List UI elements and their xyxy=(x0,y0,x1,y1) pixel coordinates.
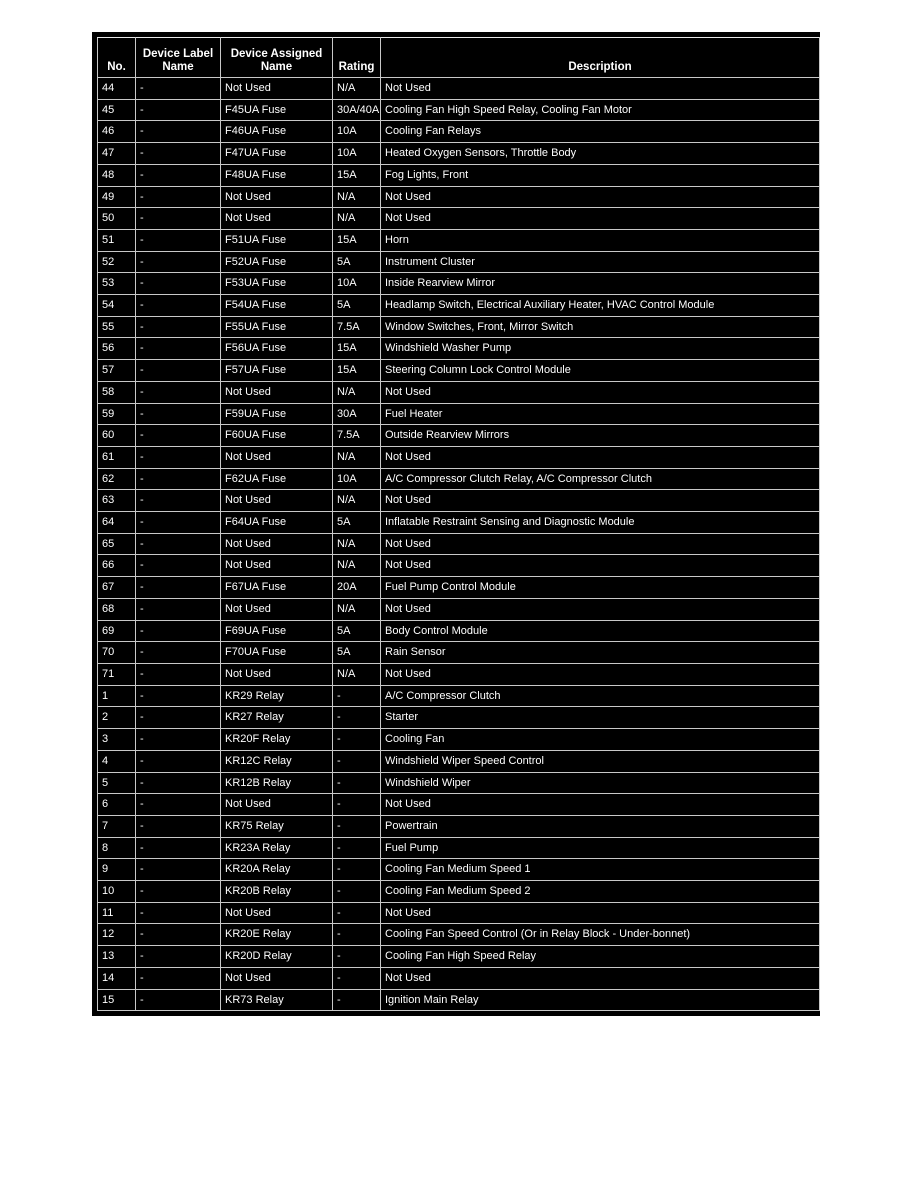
table-row xyxy=(98,555,820,577)
cell-no: 9 xyxy=(98,859,136,881)
cell-no: 50 xyxy=(98,208,136,230)
cell-no: 61 xyxy=(98,446,136,468)
column-header-device-label-name-line2: Name xyxy=(162,61,194,73)
cell-desc: Outside Rearview Mirrors xyxy=(381,425,820,447)
cell-rating: - xyxy=(333,946,381,968)
cell-assign: KR12C Relay xyxy=(221,750,333,772)
table-row xyxy=(98,902,820,924)
cell-no: 67 xyxy=(98,577,136,599)
cell-label: - xyxy=(136,859,221,881)
column-header-device-assigned-name-line1: Device Assigned xyxy=(230,48,323,60)
cell-no: 59 xyxy=(98,403,136,425)
cell-no: 7 xyxy=(98,815,136,837)
column-header-no-line1: No. xyxy=(107,61,126,73)
cell-no: 63 xyxy=(98,490,136,512)
cell-label: - xyxy=(136,750,221,772)
table-header-row xyxy=(98,38,820,78)
table-row xyxy=(98,924,820,946)
table-row xyxy=(98,468,820,490)
cell-no: 56 xyxy=(98,338,136,360)
cell-desc: Fuel Pump Control Module xyxy=(381,577,820,599)
table-row xyxy=(98,121,820,143)
cell-label: - xyxy=(136,924,221,946)
table-row xyxy=(98,577,820,599)
cell-assign: KR20D Relay xyxy=(221,946,333,968)
table-row xyxy=(98,967,820,989)
cell-rating: 30A xyxy=(333,403,381,425)
cell-no: 3 xyxy=(98,729,136,751)
cell-label: - xyxy=(136,381,221,403)
cell-assign: F56UA Fuse xyxy=(221,338,333,360)
cell-desc: Windshield Wiper Speed Control xyxy=(381,750,820,772)
cell-assign: F45UA Fuse xyxy=(221,99,333,121)
cell-no: 48 xyxy=(98,164,136,186)
cell-label: - xyxy=(136,338,221,360)
cell-assign: Not Used xyxy=(221,208,333,230)
cell-label: - xyxy=(136,143,221,165)
table-row xyxy=(98,946,820,968)
cell-label: - xyxy=(136,446,221,468)
cell-no: 5 xyxy=(98,772,136,794)
cell-rating: N/A xyxy=(333,663,381,685)
cell-no: 1 xyxy=(98,685,136,707)
cell-rating: N/A xyxy=(333,598,381,620)
cell-assign: F52UA Fuse xyxy=(221,251,333,273)
cell-label: - xyxy=(136,663,221,685)
cell-rating: 10A xyxy=(333,121,381,143)
cell-label: - xyxy=(136,967,221,989)
cell-no: 11 xyxy=(98,902,136,924)
cell-label: - xyxy=(136,946,221,968)
cell-rating: - xyxy=(333,685,381,707)
cell-rating: 5A xyxy=(333,642,381,664)
cell-assign: Not Used xyxy=(221,490,333,512)
cell-no: 45 xyxy=(98,99,136,121)
table-row xyxy=(98,750,820,772)
cell-assign: Not Used xyxy=(221,902,333,924)
cell-no: 69 xyxy=(98,620,136,642)
cell-label: - xyxy=(136,685,221,707)
cell-rating: - xyxy=(333,837,381,859)
cell-rating: - xyxy=(333,859,381,881)
cell-desc: Fuel Heater xyxy=(381,403,820,425)
cell-rating: - xyxy=(333,815,381,837)
table-row xyxy=(98,642,820,664)
table-row xyxy=(98,989,820,1011)
cell-no: 8 xyxy=(98,837,136,859)
cell-label: - xyxy=(136,577,221,599)
cell-assign: KR12B Relay xyxy=(221,772,333,794)
cell-assign: F59UA Fuse xyxy=(221,403,333,425)
cell-rating: - xyxy=(333,729,381,751)
cell-no: 52 xyxy=(98,251,136,273)
cell-no: 70 xyxy=(98,642,136,664)
column-header-description-line1: Description xyxy=(568,61,632,73)
table-row xyxy=(98,208,820,230)
cell-assign: KR20A Relay xyxy=(221,859,333,881)
cell-label: - xyxy=(136,251,221,273)
cell-desc: Ignition Main Relay xyxy=(381,989,820,1011)
cell-label: - xyxy=(136,512,221,534)
cell-label: - xyxy=(136,186,221,208)
cell-label: - xyxy=(136,881,221,903)
cell-desc: Not Used xyxy=(381,794,820,816)
cell-desc: Not Used xyxy=(381,186,820,208)
cell-assign: Not Used xyxy=(221,381,333,403)
cell-no: 47 xyxy=(98,143,136,165)
table-header xyxy=(98,38,820,78)
cell-desc: Not Used xyxy=(381,381,820,403)
cell-rating: 15A xyxy=(333,338,381,360)
cell-no: 57 xyxy=(98,360,136,382)
cell-assign: F64UA Fuse xyxy=(221,512,333,534)
cell-rating: 5A xyxy=(333,512,381,534)
table-row xyxy=(98,620,820,642)
table-row xyxy=(98,99,820,121)
cell-no: 44 xyxy=(98,78,136,100)
table-row xyxy=(98,685,820,707)
cell-label: - xyxy=(136,295,221,317)
cell-rating: 5A xyxy=(333,295,381,317)
cell-rating: N/A xyxy=(333,381,381,403)
cell-desc: Windshield Washer Pump xyxy=(381,338,820,360)
cell-assign: KR20F Relay xyxy=(221,729,333,751)
cell-desc: Cooling Fan Speed Control (Or in Relay Block - Under-bonnet) xyxy=(381,924,820,946)
cell-desc: Rain Sensor xyxy=(381,642,820,664)
cell-assign: Not Used xyxy=(221,794,333,816)
cell-rating: 7.5A xyxy=(333,316,381,338)
cell-rating: - xyxy=(333,924,381,946)
cell-assign: KR20B Relay xyxy=(221,881,333,903)
cell-no: 68 xyxy=(98,598,136,620)
cell-assign: F69UA Fuse xyxy=(221,620,333,642)
cell-rating: - xyxy=(333,989,381,1011)
cell-assign: F67UA Fuse xyxy=(221,577,333,599)
table-row xyxy=(98,273,820,295)
cell-label: - xyxy=(136,815,221,837)
cell-desc: Fog Lights, Front xyxy=(381,164,820,186)
cell-no: 65 xyxy=(98,533,136,555)
cell-no: 60 xyxy=(98,425,136,447)
column-header-rating xyxy=(333,38,381,78)
cell-desc: Heated Oxygen Sensors, Throttle Body xyxy=(381,143,820,165)
cell-rating: - xyxy=(333,794,381,816)
cell-assign: KR27 Relay xyxy=(221,707,333,729)
cell-assign: KR29 Relay xyxy=(221,685,333,707)
cell-assign: F53UA Fuse xyxy=(221,273,333,295)
cell-assign: Not Used xyxy=(221,78,333,100)
cell-assign: KR20E Relay xyxy=(221,924,333,946)
cell-rating: N/A xyxy=(333,208,381,230)
cell-assign: Not Used xyxy=(221,533,333,555)
cell-rating: N/A xyxy=(333,446,381,468)
cell-no: 58 xyxy=(98,381,136,403)
cell-label: - xyxy=(136,164,221,186)
cell-label: - xyxy=(136,620,221,642)
cell-rating: 15A xyxy=(333,229,381,251)
cell-label: - xyxy=(136,99,221,121)
cell-assign: F57UA Fuse xyxy=(221,360,333,382)
cell-assign: Not Used xyxy=(221,186,333,208)
cell-assign: F48UA Fuse xyxy=(221,164,333,186)
table-row xyxy=(98,598,820,620)
cell-rating: N/A xyxy=(333,533,381,555)
fuse-relay-table xyxy=(97,37,820,1011)
table-row xyxy=(98,512,820,534)
table-row xyxy=(98,295,820,317)
cell-no: 15 xyxy=(98,989,136,1011)
column-header-description xyxy=(381,38,820,78)
column-header-device-label-name-line1: Device Label xyxy=(142,48,214,60)
cell-desc: Horn xyxy=(381,229,820,251)
cell-assign: Not Used xyxy=(221,446,333,468)
cell-assign: F62UA Fuse xyxy=(221,468,333,490)
cell-rating: - xyxy=(333,967,381,989)
table-row xyxy=(98,360,820,382)
cell-no: 10 xyxy=(98,881,136,903)
cell-desc: Not Used xyxy=(381,78,820,100)
cell-desc: Cooling Fan Medium Speed 2 xyxy=(381,881,820,903)
cell-desc: Not Used xyxy=(381,555,820,577)
cell-desc: Cooling Fan xyxy=(381,729,820,751)
column-header-device-label-name xyxy=(136,38,221,78)
cell-rating: 10A xyxy=(333,273,381,295)
cell-rating: N/A xyxy=(333,78,381,100)
cell-desc: Window Switches, Front, Mirror Switch xyxy=(381,316,820,338)
cell-label: - xyxy=(136,78,221,100)
cell-no: 55 xyxy=(98,316,136,338)
cell-rating: N/A xyxy=(333,186,381,208)
cell-rating: - xyxy=(333,750,381,772)
cell-label: - xyxy=(136,121,221,143)
cell-desc: Cooling Fan High Speed Relay, Cooling Fan Motor xyxy=(381,99,820,121)
cell-desc: Not Used xyxy=(381,533,820,555)
cell-desc: Not Used xyxy=(381,967,820,989)
table-row xyxy=(98,425,820,447)
cell-label: - xyxy=(136,360,221,382)
cell-no: 4 xyxy=(98,750,136,772)
cell-no: 54 xyxy=(98,295,136,317)
cell-rating: N/A xyxy=(333,490,381,512)
cell-label: - xyxy=(136,273,221,295)
cell-desc: Windshield Wiper xyxy=(381,772,820,794)
cell-rating: 20A xyxy=(333,577,381,599)
cell-desc: Instrument Cluster xyxy=(381,251,820,273)
table-row xyxy=(98,143,820,165)
cell-label: - xyxy=(136,468,221,490)
cell-desc: Inflatable Restraint Sensing and Diagnostic Module xyxy=(381,512,820,534)
column-header-device-assigned-name xyxy=(221,38,333,78)
cell-desc: A/C Compressor Clutch xyxy=(381,685,820,707)
table-row xyxy=(98,859,820,881)
cell-assign: Not Used xyxy=(221,663,333,685)
column-header-rating-line1: Rating xyxy=(338,61,375,73)
cell-desc: Cooling Fan Relays xyxy=(381,121,820,143)
cell-desc: Not Used xyxy=(381,446,820,468)
table-row xyxy=(98,881,820,903)
column-header-no xyxy=(98,38,136,78)
cell-desc: Inside Rearview Mirror xyxy=(381,273,820,295)
cell-rating: - xyxy=(333,881,381,903)
table-row xyxy=(98,794,820,816)
cell-desc: Not Used xyxy=(381,208,820,230)
cell-assign: F60UA Fuse xyxy=(221,425,333,447)
cell-desc: Not Used xyxy=(381,902,820,924)
cell-no: 64 xyxy=(98,512,136,534)
cell-assign: Not Used xyxy=(221,598,333,620)
table-body xyxy=(98,78,820,1011)
cell-assign: F46UA Fuse xyxy=(221,121,333,143)
cell-assign: Not Used xyxy=(221,555,333,577)
cell-rating: 7.5A xyxy=(333,425,381,447)
cell-desc: Fuel Pump xyxy=(381,837,820,859)
cell-no: 14 xyxy=(98,967,136,989)
table-row xyxy=(98,381,820,403)
cell-assign: Not Used xyxy=(221,967,333,989)
cell-rating: - xyxy=(333,902,381,924)
cell-no: 13 xyxy=(98,946,136,968)
cell-desc: Steering Column Lock Control Module xyxy=(381,360,820,382)
table-row xyxy=(98,403,820,425)
table-row xyxy=(98,78,820,100)
table-row xyxy=(98,186,820,208)
cell-rating: - xyxy=(333,772,381,794)
cell-no: 49 xyxy=(98,186,136,208)
cell-label: - xyxy=(136,208,221,230)
cell-rating: N/A xyxy=(333,555,381,577)
cell-label: - xyxy=(136,989,221,1011)
cell-no: 46 xyxy=(98,121,136,143)
cell-label: - xyxy=(136,403,221,425)
cell-label: - xyxy=(136,707,221,729)
cell-assign: F70UA Fuse xyxy=(221,642,333,664)
cell-label: - xyxy=(136,772,221,794)
cell-no: 66 xyxy=(98,555,136,577)
cell-desc: Cooling Fan Medium Speed 1 xyxy=(381,859,820,881)
cell-label: - xyxy=(136,555,221,577)
cell-label: - xyxy=(136,533,221,555)
table-row xyxy=(98,729,820,751)
cell-label: - xyxy=(136,794,221,816)
table-row xyxy=(98,772,820,794)
cell-rating: 10A xyxy=(333,468,381,490)
cell-no: 62 xyxy=(98,468,136,490)
cell-assign: KR75 Relay xyxy=(221,815,333,837)
cell-label: - xyxy=(136,837,221,859)
table-row xyxy=(98,316,820,338)
cell-no: 12 xyxy=(98,924,136,946)
table-row xyxy=(98,663,820,685)
cell-assign: F55UA Fuse xyxy=(221,316,333,338)
table-row xyxy=(98,533,820,555)
table-row xyxy=(98,490,820,512)
column-header-device-assigned-name-line2: Name xyxy=(260,61,293,73)
cell-desc: Not Used xyxy=(381,598,820,620)
cell-label: - xyxy=(136,902,221,924)
cell-label: - xyxy=(136,642,221,664)
table-row xyxy=(98,251,820,273)
cell-rating: 5A xyxy=(333,251,381,273)
cell-desc: Cooling Fan High Speed Relay xyxy=(381,946,820,968)
cell-desc: Starter xyxy=(381,707,820,729)
cell-assign: KR23A Relay xyxy=(221,837,333,859)
cell-desc: Headlamp Switch, Electrical Auxiliary Heater, HVAC Control Module xyxy=(381,295,820,317)
cell-desc: Not Used xyxy=(381,490,820,512)
cell-rating: 15A xyxy=(333,360,381,382)
cell-assign: F51UA Fuse xyxy=(221,229,333,251)
cell-rating: 30A/40A xyxy=(333,99,381,121)
table-row xyxy=(98,837,820,859)
cell-no: 53 xyxy=(98,273,136,295)
cell-desc: A/C Compressor Clutch Relay, A/C Compressor Clutch xyxy=(381,468,820,490)
cell-label: - xyxy=(136,425,221,447)
table-row xyxy=(98,707,820,729)
cell-assign: F47UA Fuse xyxy=(221,143,333,165)
cell-no: 51 xyxy=(98,229,136,251)
cell-label: - xyxy=(136,729,221,751)
cell-assign: KR73 Relay xyxy=(221,989,333,1011)
cell-rating: 15A xyxy=(333,164,381,186)
cell-label: - xyxy=(136,598,221,620)
cell-rating: 10A xyxy=(333,143,381,165)
cell-label: - xyxy=(136,490,221,512)
cell-desc: Not Used xyxy=(381,663,820,685)
cell-assign: F54UA Fuse xyxy=(221,295,333,317)
table-row xyxy=(98,815,820,837)
cell-rating: - xyxy=(333,707,381,729)
table-row xyxy=(98,164,820,186)
table-row xyxy=(98,338,820,360)
cell-desc: Body Control Module xyxy=(381,620,820,642)
table-row xyxy=(98,446,820,468)
fuse-relay-table-container xyxy=(92,32,820,1016)
cell-label: - xyxy=(136,316,221,338)
cell-label: - xyxy=(136,229,221,251)
cell-desc: Powertrain xyxy=(381,815,820,837)
cell-rating: 5A xyxy=(333,620,381,642)
cell-no: 6 xyxy=(98,794,136,816)
table-row xyxy=(98,229,820,251)
cell-no: 2 xyxy=(98,707,136,729)
cell-no: 71 xyxy=(98,663,136,685)
